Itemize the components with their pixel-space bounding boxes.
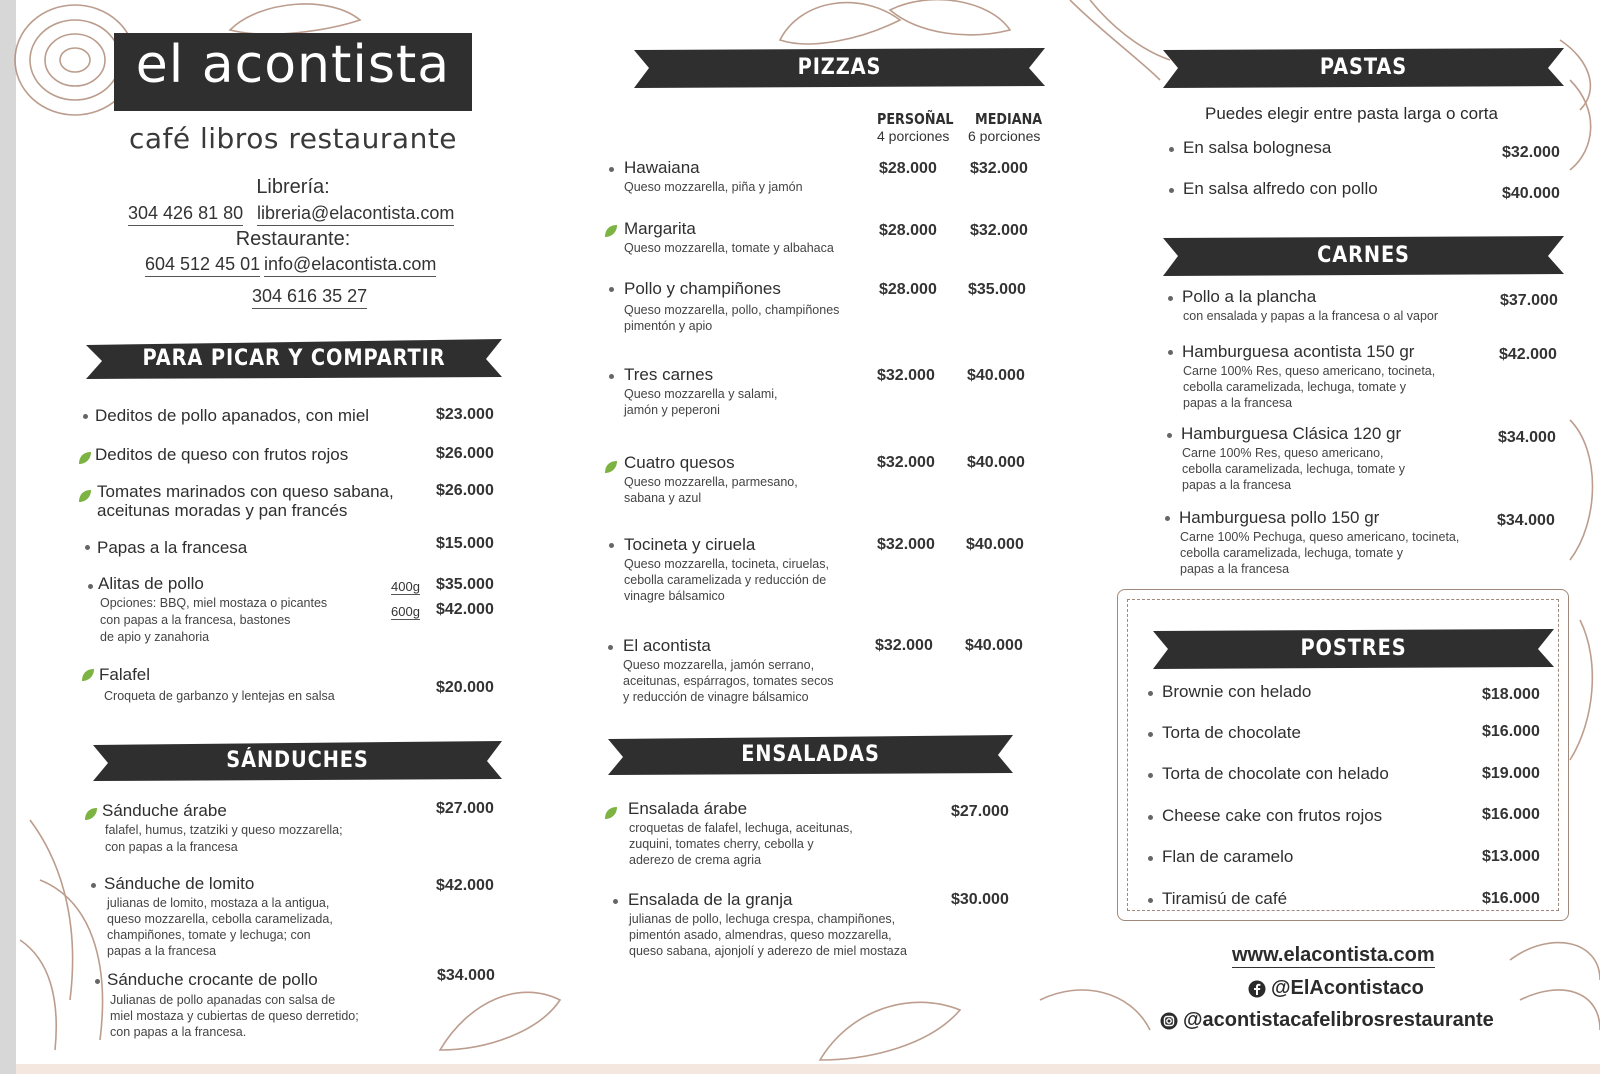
instagram-icon — [1160, 1012, 1178, 1030]
bullet-dot — [1169, 188, 1174, 193]
menu-item-desc: champiñones, tomate y lechuga; con — [107, 928, 311, 942]
extra-phone[interactable]: 304 616 35 27 — [252, 286, 367, 309]
libreria-label: Librería: — [256, 176, 330, 198]
menu-item-desc: papas a la francesa — [1180, 562, 1290, 576]
menu-item-desc: Carne 100% Res, queso americano, — [1182, 446, 1384, 460]
menu-item-name: Sánduche de lomito — [104, 874, 255, 893]
menu-item-desc: vinagre bálsamico — [624, 589, 725, 603]
menu-item-desc: papas a la francesa — [1182, 478, 1292, 492]
menu-item-desc: zuquini, tomates cherry, cebolla y — [629, 837, 814, 851]
menu-item-desc: cebolla caramelizada, lechuga, tomate y — [1180, 546, 1404, 560]
page-edge-left — [0, 0, 16, 1074]
bullet-dot — [88, 584, 93, 589]
menu-item-desc: miel mostaza y cubiertas de queso derretido; — [110, 1009, 359, 1023]
menu-item-desc: y reducción de vinagre bálsamico — [623, 690, 809, 704]
menu-item-name: Torta de chocolate con helado — [1162, 764, 1389, 783]
menu-item-name: Ensalada de la granja — [628, 890, 793, 909]
menu-item-name: Pollo a la plancha — [1182, 287, 1317, 306]
menu-item-desc: con papas a la francesa. — [110, 1025, 247, 1039]
menu-item-desc: cebolla caramelizada, lechuga, tomate y — [1182, 462, 1406, 476]
banner-ensaladas — [608, 735, 1013, 775]
section-title-pizzas: PIZZAS — [797, 55, 882, 80]
menu-item-desc: cebolla caramelizada y reducción de — [624, 573, 827, 587]
leaf-icon — [81, 668, 95, 682]
menu-item-desc: Queso mozzarella, jamón serrano, — [623, 658, 815, 672]
bullet-dot — [1148, 898, 1153, 903]
price-mediana: $32.000 — [970, 160, 1028, 177]
menu-item-desc: Carne 100% Res, queso americano, tocineta, — [1183, 364, 1436, 378]
menu-item-name: Hamburguesa pollo 150 gr — [1179, 508, 1380, 527]
menu-item-name: Ensalada árabe — [628, 799, 748, 818]
restaurante-label: Restaurante: — [235, 228, 351, 250]
menu-item-price: $26.000 — [436, 482, 494, 499]
bullet-dot — [1168, 296, 1173, 301]
menu-item-name: Deditos de queso con frutos rojos — [95, 445, 349, 464]
menu-item-desc: pimentón asado, almendras, queso mozzarella, — [629, 928, 892, 942]
bullet-dot — [91, 883, 96, 888]
menu-item-name: Tocineta y ciruela — [624, 535, 756, 554]
section-title-para-picar: PARA PICAR Y COMPARTIR — [142, 346, 446, 371]
menu-item-desc: queso mozzarella, cebolla caramelizada, — [107, 912, 333, 926]
price-personal: $32.000 — [875, 637, 933, 654]
menu-item-name: Papas a la francesa — [97, 538, 248, 557]
menu-item-price: $34.000 — [1497, 512, 1555, 529]
menu-item-name: Margarita — [624, 219, 696, 238]
leaf-icon — [604, 460, 618, 474]
menu-item-desc: cebolla caramelizada, lechuga, tomate y — [1183, 380, 1407, 394]
menu-item-price: $30.000 — [951, 891, 1009, 908]
banner-pastas — [1163, 48, 1564, 88]
menu-item-desc: Queso mozzarella, tomate y albahaca — [624, 241, 834, 255]
menu-item-name: El acontista — [623, 636, 711, 655]
menu-item-desc: jamón y peperoni — [624, 403, 720, 417]
menu-item-desc: Queso mozzarella, tocineta, ciruelas, — [624, 557, 829, 571]
libreria-email[interactable]: libreria@elacontista.com — [257, 203, 454, 226]
menu-item-desc: Queso mozzarella, parmesano, — [624, 475, 798, 489]
pastas-note: Puedes elegir entre pasta larga o corta — [1205, 104, 1498, 123]
menu-item-name: Cheese cake con frutos rojos — [1162, 806, 1383, 825]
pizza-col-mediana: MEDIANA — [975, 110, 1043, 128]
price-personal: $32.000 — [877, 454, 935, 471]
menu-item-desc: Queso mozzarella, piña y jamón — [624, 180, 803, 194]
bullet-dot — [1148, 691, 1153, 696]
bullet-dot — [1167, 433, 1172, 438]
facebook-icon — [1248, 980, 1266, 998]
pizza-col-mediana-sub: 6 porciones — [968, 128, 1041, 144]
leaf-icon — [78, 451, 92, 465]
menu-item-name-line2: aceitunas moradas y pan francés — [97, 501, 348, 520]
leaf-icon — [604, 224, 618, 238]
menu-item-name: Falafel — [99, 665, 151, 684]
leaf-icon — [84, 807, 98, 821]
size-label: 600g — [391, 604, 420, 619]
menu-item-desc: papas a la francesa — [107, 944, 217, 958]
bullet-dot — [613, 899, 618, 904]
size-label: 400g — [391, 579, 420, 594]
bullet-dot — [609, 167, 614, 172]
menu-item-price: $18.000 — [1482, 686, 1540, 703]
leaf-icon — [604, 806, 618, 820]
menu-item-price: $42.000 — [436, 601, 494, 618]
menu-item-desc: julianas de pollo, lechuga crespa, champiñones, — [629, 912, 896, 926]
banner-postres — [1153, 629, 1554, 669]
bullet-dot — [609, 287, 614, 292]
bullet-dot — [1148, 815, 1153, 820]
menu-item-name: Cuatro quesos — [624, 453, 735, 472]
price-personal: $28.000 — [879, 222, 937, 239]
menu-item-price: $34.000 — [1498, 429, 1556, 446]
price-personal: $32.000 — [877, 367, 935, 384]
facebook-handle[interactable]: @ElAcontistaco — [1271, 977, 1424, 999]
section-title-postres: POSTRES — [1300, 636, 1407, 661]
price-mediana: $35.000 — [968, 281, 1026, 298]
brand-tagline: café libros restaurante — [128, 122, 458, 155]
bullet-dot — [608, 645, 613, 650]
price-mediana: $32.000 — [970, 222, 1028, 239]
menu-item-desc: sabana y azul — [624, 491, 702, 505]
libreria-phone[interactable]: 304 426 81 80 — [128, 203, 243, 226]
menu-item-price: $37.000 — [1500, 292, 1558, 309]
bullet-dot — [1168, 350, 1173, 355]
menu-item-name: Sánduche árabe — [102, 801, 227, 820]
menu-item-price: $20.000 — [436, 679, 494, 696]
price-personal: $32.000 — [877, 536, 935, 553]
pizza-col-personal-sub: 4 porciones — [877, 128, 950, 144]
restaurante-email[interactable]: info@elacontista.com — [264, 254, 436, 277]
menu-item-price: $40.000 — [1502, 185, 1560, 202]
bullet-dot — [1169, 147, 1174, 152]
menu-item-name: Torta de chocolate — [1162, 723, 1301, 742]
website-link[interactable]: www.elacontista.com — [1232, 944, 1435, 966]
menu-item-price: $27.000 — [436, 800, 494, 817]
bullet-dot — [609, 543, 614, 548]
menu-item-name: Pollo y champiñones — [624, 279, 781, 298]
price-mediana: $40.000 — [966, 536, 1024, 553]
menu-item-price: $32.000 — [1502, 144, 1560, 161]
menu-item-desc: papas a la francesa — [1183, 396, 1293, 410]
menu-item-price: $16.000 — [1482, 723, 1540, 740]
banner-carnes — [1163, 236, 1564, 276]
pizza-col-personal: PERSOÑAL — [877, 110, 954, 128]
menu-item-desc: aceitunas, espárragos, tomates secos — [623, 674, 834, 688]
menu-item-desc: Queso mozzarella, pollo, champiñones — [624, 303, 840, 317]
menu-item-desc: croquetas de falafel, lechuga, aceitunas, — [629, 821, 853, 835]
menu-item-name: Tomates marinados con queso sabana, — [97, 482, 394, 501]
menu-item-desc: Queso mozzarella y salami, — [624, 387, 778, 401]
menu-item-name: Hawaiana — [624, 158, 700, 177]
menu-item-name: Tres carnes — [624, 365, 714, 384]
bullet-dot — [1165, 516, 1170, 521]
price-mediana: $40.000 — [967, 367, 1025, 384]
menu-item-price: $16.000 — [1482, 806, 1540, 823]
menu-item-price: $15.000 — [436, 535, 494, 552]
brand-name: el acontista — [135, 35, 451, 95]
menu-item-desc: falafel, humus, tzatziki y queso mozzarella; — [105, 823, 343, 837]
menu-item-price: $27.000 — [951, 803, 1009, 820]
bullet-dot — [1148, 773, 1153, 778]
bullet-dot — [1148, 856, 1153, 861]
menu-item-desc: con papas a la francesa, bastones — [100, 613, 291, 627]
menu-item-desc: Croqueta de garbanzo y lentejas en salsa — [104, 689, 335, 703]
bullet-dot — [609, 374, 614, 379]
banner-para-picar — [86, 339, 502, 379]
menu-item-price: $19.000 — [1482, 765, 1540, 782]
menu-item-desc: Julianas de pollo apanadas con salsa de — [110, 993, 336, 1007]
menu-item-desc: de apio y zanahoria — [100, 630, 210, 644]
bullet-dot — [85, 545, 90, 550]
menu-item-price: $13.000 — [1482, 848, 1540, 865]
menu-item-desc: Carne 100% Pechuga, queso americano, tocineta, — [1180, 530, 1460, 544]
menu-item-desc: aderezo de crema agria — [629, 853, 762, 867]
banner-pizzas — [634, 48, 1045, 88]
menu-item-name: Sánduche crocante de pollo — [107, 970, 318, 989]
menu-item-desc: julianas de lomito, mostaza a la antigua, — [107, 896, 330, 910]
menu-item-name: En salsa alfredo con pollo — [1183, 179, 1378, 198]
section-title-ensaladas: ENSALADAS — [741, 742, 880, 767]
price-personal: $28.000 — [879, 160, 937, 177]
menu-item-price: $35.000 — [436, 576, 494, 593]
bullet-dot — [95, 979, 100, 984]
menu-item-name: Flan de caramelo — [1162, 847, 1294, 866]
bullet-dot — [1148, 732, 1153, 737]
menu-item-desc: queso sabana, ajonjolí y aderezo de miel mostaza — [629, 944, 907, 958]
menu-item-name: Hamburguesa Clásica 120 gr — [1181, 424, 1402, 443]
menu-item-price: $42.000 — [1499, 346, 1557, 363]
menu-item-name: En salsa bolognesa — [1183, 138, 1332, 157]
menu-item-price: $42.000 — [436, 877, 494, 894]
price-mediana: $40.000 — [967, 454, 1025, 471]
menu-item-price: $16.000 — [1482, 890, 1540, 907]
page-edge-bottom — [16, 1064, 1600, 1074]
menu-item-name: Tiramisú de café — [1162, 889, 1288, 908]
banner-sanduches — [93, 741, 502, 781]
menu-item-desc: Opciones: BBQ, miel mostaza o picantes — [100, 596, 328, 610]
menu-item-name: Deditos de pollo apanados, con miel — [95, 406, 370, 425]
menu-item-desc: con ensalada y papas a la francesa o al vapor — [1183, 309, 1439, 323]
price-personal: $28.000 — [879, 281, 937, 298]
menu-item-name: Alitas de pollo — [98, 574, 204, 593]
brand-logo — [114, 33, 472, 111]
menu-item-price: $26.000 — [436, 445, 494, 462]
menu-item-desc: con papas a la francesa — [105, 840, 238, 854]
menu-item-price: $34.000 — [437, 967, 495, 984]
bullet-dot — [83, 414, 88, 419]
menu-item-price: $23.000 — [436, 406, 494, 423]
section-title-carnes: CARNES — [1317, 243, 1410, 268]
menu-item-desc: pimentón y apio — [624, 319, 713, 333]
instagram-handle[interactable]: @acontistacafelibrosrestaurante — [1183, 1009, 1494, 1031]
section-title-pastas: PASTAS — [1319, 55, 1408, 80]
price-mediana: $40.000 — [965, 637, 1023, 654]
leaf-icon — [78, 489, 92, 503]
section-title-sanduches: SÁNDUCHES — [226, 748, 369, 773]
menu-item-name: Brownie con helado — [1162, 682, 1312, 701]
restaurante-phone[interactable]: 604 512 45 01 — [145, 254, 260, 277]
menu-item-name: Hamburguesa acontista 150 gr — [1182, 342, 1415, 361]
